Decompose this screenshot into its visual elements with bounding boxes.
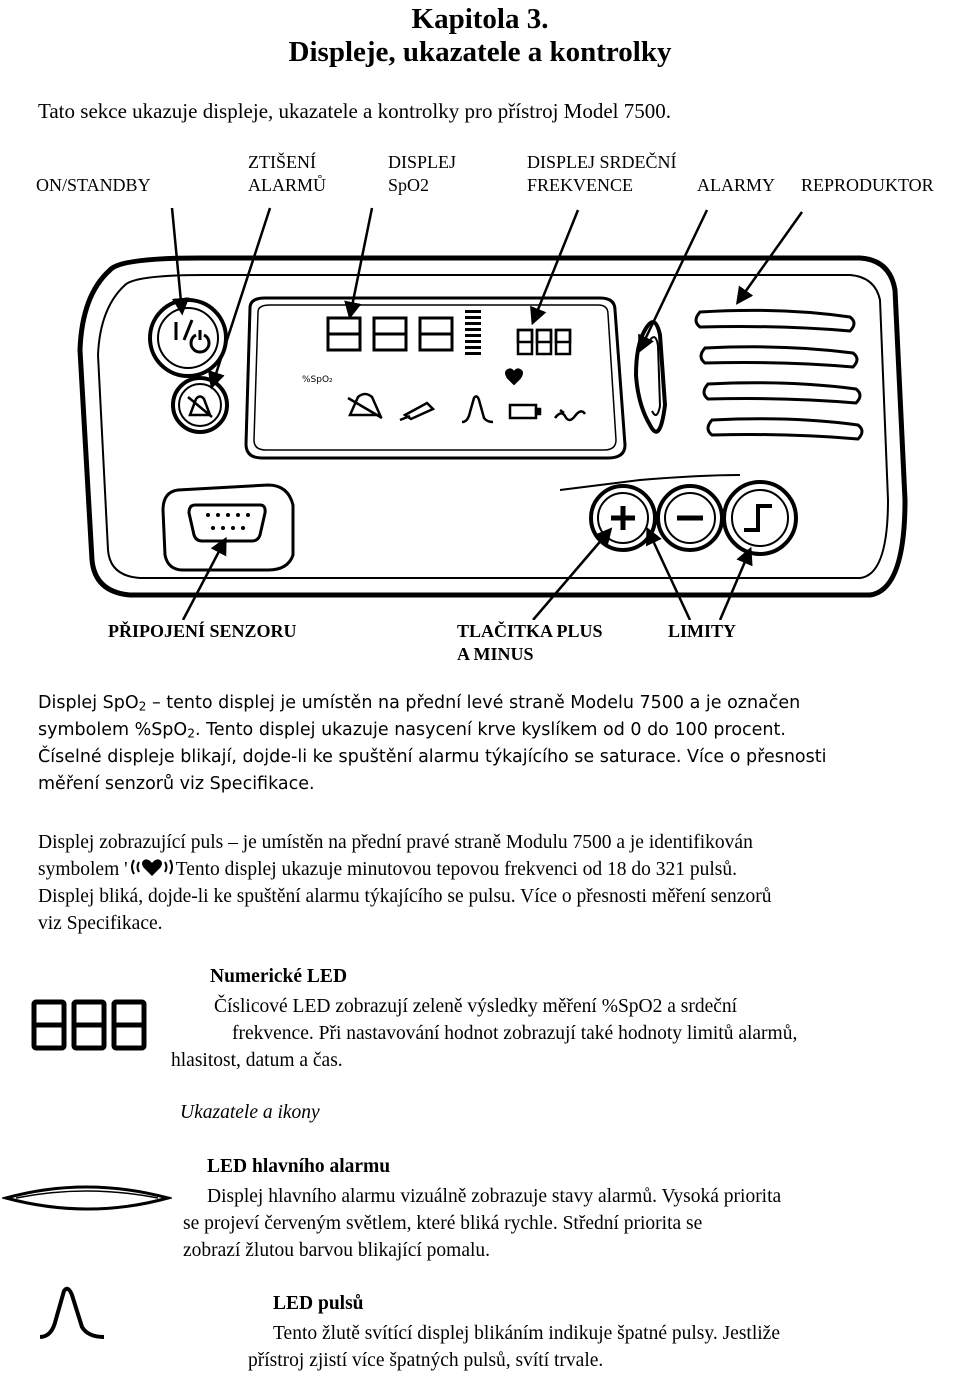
numeric-led-line3: hlasitost, datum a čas. [171, 1050, 343, 1071]
main-alarm-led-line1: Displej hlavního alarmu vizuálně zobrazuje stavy alarmů. Vysoká priorita [207, 1186, 782, 1207]
pulse-symbol-icon [128, 856, 176, 876]
bell-muted-icon [348, 394, 382, 418]
screen-icons [348, 394, 585, 422]
label-onstandby: ON/STANDBY [36, 175, 151, 195]
sensor-connector [163, 485, 293, 570]
pulse-led-icon [36, 1285, 108, 1345]
chapter-title: Displeje, ukazatele a kontrolky [288, 36, 672, 68]
label-plusminus-line1: TLAČITKA PLUS [457, 621, 603, 641]
device-diagram [0, 200, 960, 620]
main-alarm-led-icon [2, 1178, 172, 1218]
spo2-digits [328, 318, 452, 350]
label-spo2-line1: DISPLEJ [388, 152, 457, 172]
numeric-led-title: Numerické LED [210, 966, 348, 987]
chapter-number: Kapitola 3. [411, 3, 549, 35]
label-alarms: ALARMY [697, 175, 776, 195]
para-spo2: Displej SpO$_2$ – tento displej je umístěn na přední levé straně Modelu 7500 a je označen symbolem %SpO$_2$. Tento displej ukazuje nasycení krve kyslíkem od 0 do 100 procent. Číselné displeje blikají, dojde-li ke spuštění alarmu týkajícího se saturace. Více o přesnosti měření senzorů viz Specifikace. [38, 693, 827, 794]
label-hr-line2: FREKVENCE [527, 175, 634, 195]
pulse-led-line1: Tento žlutě svítící displej blikáním indikuje špatné pulsy. Jestliže [273, 1323, 780, 1344]
label-silence-line2: ALARMŮ [248, 175, 327, 195]
intro-text: Tato sekce ukazuje displeje, ukazatele a kontrolky pro přístroj Model 7500. [38, 99, 672, 123]
limits-button [724, 482, 796, 554]
para-pulse: Displej zobrazující puls – je umístěn na přední pravé straně Modulu 7500 a je identifikován symbolem ' Tento displej ukazuje minutovou tepovou frekvenci od 18 do 321 pulsů. Displej bliká, dojde-li ke spuštění alarmu týkajícího se pulsu. Více o přesnosti měření senzorů viz Specifikace. [38, 832, 772, 934]
pulse-led-line2: přístroj zjistí více špatných pulsů, svítí trvale. [248, 1350, 604, 1371]
probe-icon [400, 403, 433, 420]
speaker-grille [696, 310, 862, 439]
ac-power-icon [555, 410, 585, 420]
battery-icon [510, 405, 536, 418]
main-alarm-led-title: LED hlavního alarmu [207, 1156, 391, 1177]
screen-spo2-label: %SpO₂ [302, 375, 333, 385]
svg-text:888: 888 [30, 998, 32, 999]
main-alarm-led-line2: se projeví červeným světlem, které bliká rychle. Střední priorita se [183, 1213, 703, 1234]
numeric-led-line2: frekvence. Při nastavování hodnot zobrazují také hodnoty limitů alarmů, [232, 1023, 798, 1044]
heart-icon [506, 369, 522, 384]
pulse-waveform-icon [462, 396, 493, 422]
label-sensor: PŘIPOJENÍ SENZORU [108, 621, 297, 641]
pulse-led-title: LED pulsů [273, 1293, 364, 1314]
numeric-led-icon [30, 998, 150, 1054]
indicators-heading: Ukazatele a ikony [180, 1102, 320, 1123]
label-spo2-line2: SpO2 [388, 175, 430, 195]
callout-arrows [172, 208, 802, 620]
pulse-bargraph [465, 310, 481, 355]
alarm-silence-button [173, 378, 227, 432]
label-limits: LIMITY [668, 621, 737, 641]
numeric-led-line1: Číslicové LED zobrazují zeleně výsledky měření %SpO2 a srdeční [214, 996, 738, 1017]
label-silence-line1: ZTIŠENÍ [248, 152, 316, 172]
main-alarm-led-line3: zobrazí žlutou barvou blikající pomalu. [183, 1240, 491, 1261]
onstandby-button [150, 300, 226, 376]
hr-digits [518, 330, 570, 354]
label-plusminus-line2: A MINUS [457, 644, 534, 664]
label-hr-line1: DISPLEJ SRDEČNÍ [527, 152, 677, 172]
minus-button [658, 486, 722, 550]
label-speaker: REPRODUKTOR [801, 175, 934, 195]
